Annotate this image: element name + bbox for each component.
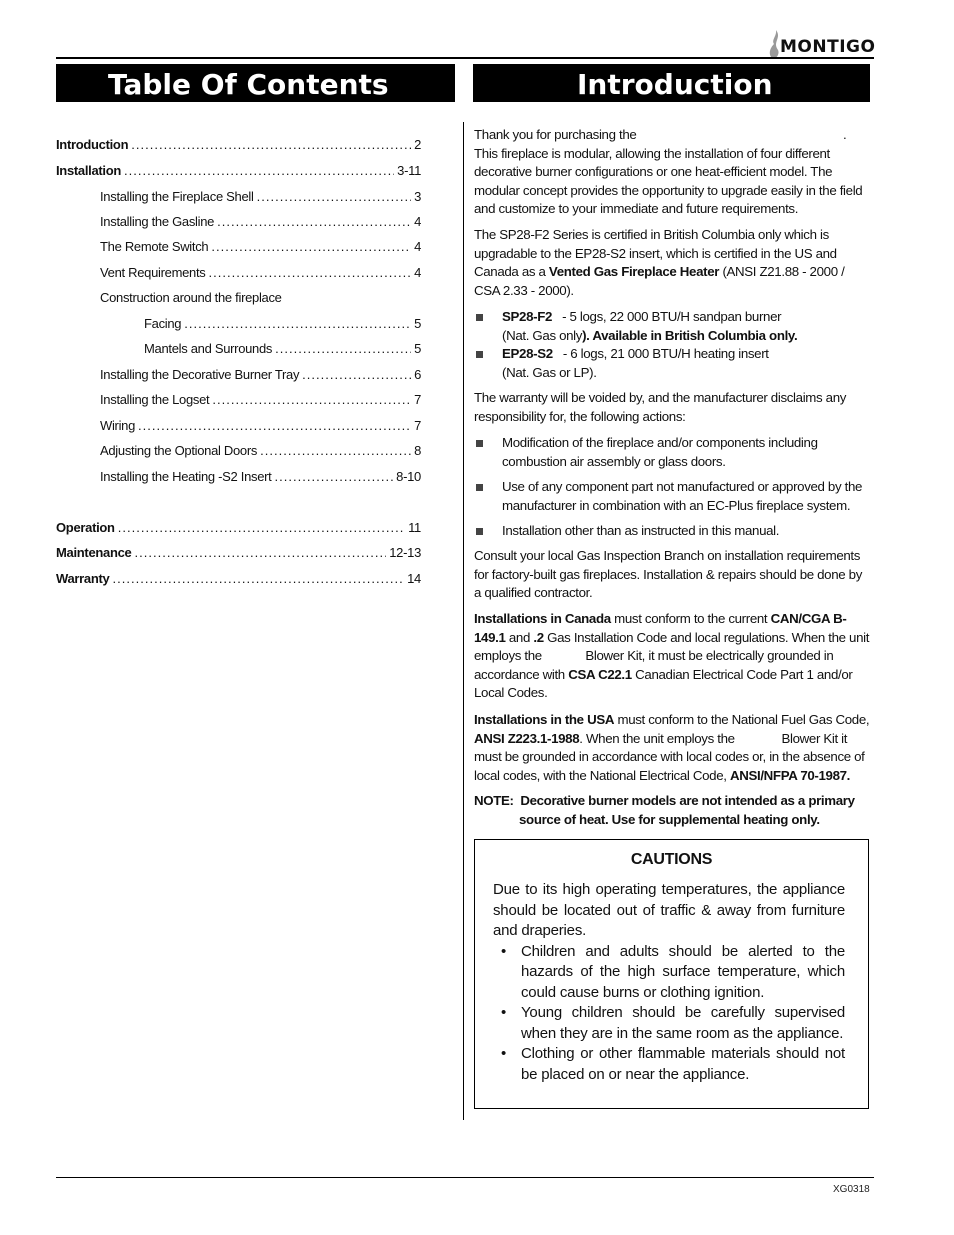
toc-page: 14 [407, 571, 421, 586]
intro-paragraph-2: The SP28-F2 Series is certified in British Columbia only which is upgradable to the EP28-S2 insert, which is certified in the US and Canada as a Vented Gas Fireplace Heater (ANSI Z21.88 - 2000 / CSA 2.33 - 2000). [474, 227, 845, 298]
intro-banner: Introduction [473, 64, 870, 102]
model-item: EP28-S2 - 6 logs, 21 000 BTU/H heating insert (Nat. Gas or LP). [474, 345, 870, 382]
toc-banner: Table Of Contents [56, 64, 455, 102]
toc-entry[interactable] [100, 239, 421, 255]
caution-item: • Children and adults should be alerted to the hazards of the high surface temperature, which could cause burns or clothing ignition. [501, 942, 845, 1001]
toc-entry[interactable] [100, 418, 421, 434]
toc-title: Installation [56, 163, 122, 178]
toc-page: 4 [414, 265, 421, 280]
toc-entry[interactable] [100, 443, 421, 459]
caution-item: • Young children should be carefully supervised when they are in the same room as the appliance. [501, 1004, 845, 1042]
toc-title: Maintenance [56, 545, 132, 560]
toc-title: Installing the Gasline [100, 214, 215, 229]
toc-page: 2 [414, 137, 421, 152]
toc-page: 4 [414, 239, 421, 254]
cautions-title: CAUTIONS [630, 851, 713, 868]
toc-entry[interactable] [100, 189, 421, 205]
toc-title: Adjusting the Optional Doors [100, 443, 258, 458]
toc-page: 11 [408, 520, 421, 535]
intro-paragraph-1: Thank you for purchasing the . This fireplace is modular, allowing the installation of four different decorative burner configurations or one heat-efficient model. The modular concept provides the opportunity to upgrade easily in the field and customize to your immediate and future requirements. [474, 126, 870, 219]
square-bullet-icon [476, 440, 483, 447]
toc-entry[interactable] [56, 571, 421, 587]
warranty-item: Modification of the fireplace and/or components including combustion air assembly or glass doors. [474, 434, 870, 471]
note-label: NOTE: [474, 793, 514, 808]
square-bullet-icon [476, 314, 483, 321]
warranty-item: Use of any component part not manufactured or approved by the manufacturer in combination with an EC-Plus fireplace system. [474, 478, 870, 515]
toc-title: Operation [56, 520, 115, 535]
toc-entry[interactable] [56, 163, 421, 179]
bullet-icon: • [501, 942, 507, 960]
toc-entry[interactable] [100, 469, 421, 485]
cautions-intro: Due to its high operating temperatures, the appliance should be located out of traffic & away from furniture and draperies. [493, 881, 845, 939]
usa-paragraph: Installations in the USA must conform to the National Fuel Gas Code, ANSI Z223.1-1988. When the unit employs the Blower Kit it must be grounded in accordance with local codes or, in the absence of local codes, with the National Electrical Code, ANSI/NFPA 70-1987. [474, 712, 870, 783]
toc-page: 12-13 [389, 545, 421, 560]
toc-title: Vent Requirements [100, 265, 206, 280]
toc-title: Introduction [56, 137, 129, 152]
cautions-body [493, 880, 845, 1085]
square-bullet-icon [476, 351, 483, 358]
toc-entry[interactable] [144, 316, 421, 332]
toc-entry[interactable] [100, 367, 421, 383]
toc-page: 8 [414, 443, 421, 458]
warranty-intro: The warranty will be voided by, and the manufacturer disclaims any responsibility for, the following actions: [474, 390, 847, 424]
toc-title: Facing [144, 316, 182, 331]
toc-entry[interactable] [56, 545, 421, 561]
toc-entry[interactable] [100, 265, 421, 281]
toc-entry[interactable] [100, 392, 421, 408]
toc-title: Installing the Heating -S2 Insert [100, 469, 272, 484]
cautions-box [474, 839, 869, 1109]
toc-page: 3-11 [397, 163, 421, 178]
toc-entry[interactable] [144, 341, 421, 357]
toc-entry[interactable] [100, 214, 421, 230]
warranty-item: Installation other than as instructed in this manual. [474, 522, 870, 541]
intro-modular-text: This fireplace is modular, allowing the installation of four different decorative burner configurations or one heat-efficient model. The modular concept provides the opportunity to upgrade easily in the field and customize to your immediate and future requirements. [474, 145, 863, 217]
toc-entry[interactable] [56, 137, 421, 153]
note-block: NOTE: Decorative burner models are not intended as a primary source of heat. Use for supplemental heating only. [474, 793, 855, 827]
footer-rule [56, 1177, 874, 1178]
toc-page: 6 [414, 367, 421, 382]
toc-title: Installing the Fireplace Shell [100, 189, 254, 204]
column-divider [463, 122, 464, 1120]
bullet-icon: • [501, 1004, 507, 1021]
toc-title: Warranty [56, 571, 110, 586]
toc-page: 3 [414, 189, 421, 204]
toc-title: Mantels and Surrounds [144, 341, 273, 356]
toc-title: The Remote Switch [100, 239, 209, 254]
square-bullet-icon [476, 528, 483, 535]
model-item: SP28-F2 - 5 logs, 22 000 BTU/H sandpan burner (Nat. Gas only). Available in British Columbia only. [474, 308, 870, 345]
toc-entry[interactable] [100, 290, 421, 306]
header-rule [56, 57, 874, 59]
square-bullet-icon [476, 484, 483, 491]
logo-wordmark: MONTIGO [780, 37, 876, 57]
toc-page: 7 [414, 392, 421, 407]
document-number: XG0318 [833, 1184, 870, 1195]
toc-title: Wiring [100, 418, 136, 433]
toc-page: 4 [414, 214, 421, 229]
toc-title: Installing the Logset [100, 392, 210, 407]
caution-item: • Clothing or other flammable materials should not be placed on or near the appliance. [501, 1045, 845, 1083]
toc-page: 5 [414, 316, 421, 331]
consult-paragraph: Consult your local Gas Inspection Branch on installation requirements for factory-built gas fireplaces. Installation & repairs should be done by a qualified contractor. [474, 548, 863, 601]
toc-page: 8-10 [396, 469, 421, 484]
toc-title: Installing the Decorative Burner Tray [100, 367, 300, 382]
toc-page: 7 [414, 418, 421, 433]
canada-paragraph: Installations in Canada must conform to the current CAN/CGA B-149.1 and .2 Gas Installation Code and local regulations. When the unit employs the Blower Kit, it must be electrically grounded in accordance with CSA C22.1 Canadian Electrical Code Part 1 and/or Local Codes. [474, 611, 870, 701]
toc-title: Construction around the fireplace [100, 290, 282, 305]
toc-entry[interactable] [56, 520, 421, 536]
bullet-icon: • [501, 1045, 507, 1062]
toc-page: 5 [414, 341, 421, 356]
